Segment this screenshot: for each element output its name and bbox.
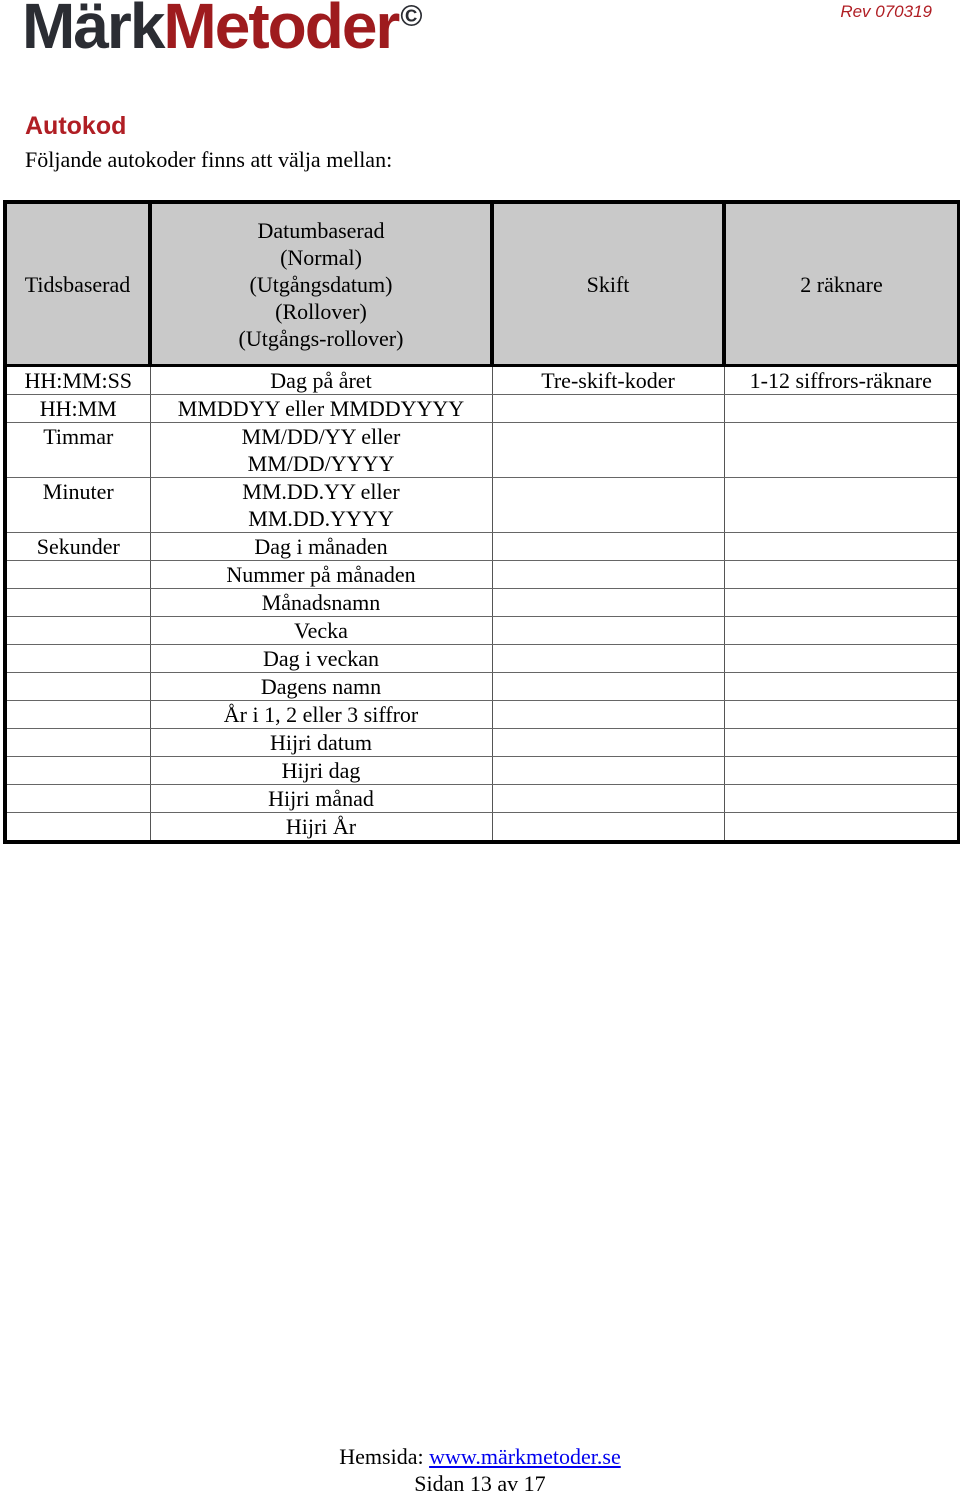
table-row: [5, 701, 959, 729]
table-cell: [724, 533, 959, 561]
header-line: Skift: [586, 271, 630, 297]
header-line: 2 räknare: [800, 271, 883, 297]
table-cell: Minuter: [5, 478, 150, 533]
table-cell: [492, 673, 724, 701]
table-cell: Hijri månad: [150, 785, 492, 813]
table-cell: [492, 813, 724, 843]
table-cell: År i 1, 2 eller 3 siffror: [150, 701, 492, 729]
table-cell: [492, 701, 724, 729]
table-cell: Timmar: [5, 423, 150, 478]
table-cell: HH:MM:SS: [5, 366, 150, 395]
header-line: (Utgångs-rollover): [238, 325, 404, 351]
homepage-line: [0, 1443, 960, 1470]
table-row: [5, 813, 959, 843]
table-row: [5, 423, 959, 478]
table-row: [5, 729, 959, 757]
section-title: Autokod: [25, 112, 127, 140]
header-tidsbaserad: [5, 202, 150, 366]
table-cell: Vecka: [150, 617, 492, 645]
header-datumbaserad: [150, 202, 492, 366]
table-cell: [724, 395, 959, 423]
table-cell: [492, 395, 724, 423]
table-cell: [492, 729, 724, 757]
autocode-table-header: [5, 202, 959, 366]
table-cell: [492, 589, 724, 617]
table-cell: [492, 757, 724, 785]
table-cell: Dag i veckan: [150, 645, 492, 673]
table-cell: [724, 757, 959, 785]
table-cell: [5, 729, 150, 757]
table-cell: MM.DD.YY eller MM.DD.YYYY: [150, 478, 492, 533]
table-row: [5, 617, 959, 645]
header-2-raknare: [724, 202, 959, 366]
table-cell: Dag i månaden: [150, 533, 492, 561]
header-line: (Utgångsdatum): [249, 271, 393, 297]
table-row: [5, 645, 959, 673]
homepage-label: Hemsida:: [339, 1444, 430, 1469]
table-cell: [5, 617, 150, 645]
table-cell: [492, 645, 724, 673]
table-cell: [5, 785, 150, 813]
revision-label: Rev 070319: [840, 2, 932, 21]
table-cell: Tre-skift-koder: [492, 366, 724, 395]
table-cell: [724, 701, 959, 729]
table-row: [5, 757, 959, 785]
table-cell: Sekunder: [5, 533, 150, 561]
table-cell: Hijri dag: [150, 757, 492, 785]
header-line: Tidsbaserad: [24, 271, 131, 297]
page-footer: [0, 1443, 960, 1497]
table-cell: Nummer på månaden: [150, 561, 492, 589]
table-cell: MMDDYY eller MMDDYYYY: [150, 395, 492, 423]
table-cell: [724, 589, 959, 617]
header-skift: [492, 202, 724, 366]
header-line: Datumbaserad: [257, 217, 385, 243]
table-cell: Hijri År: [150, 813, 492, 843]
page-number: Sidan 13 av 17: [414, 1471, 546, 1496]
homepage-link[interactable]: www.märkmetoder.se: [429, 1444, 621, 1469]
table-cell: Dag på året: [150, 366, 492, 395]
table-row: [5, 589, 959, 617]
table-row: [5, 561, 959, 589]
table-cell: [5, 813, 150, 843]
table-cell: MM/DD/YY eller MM/DD/YYYY: [150, 423, 492, 478]
table-cell: 1-12 siffrors-räknare: [724, 366, 959, 395]
table-cell: [724, 617, 959, 645]
table-cell: [724, 423, 959, 478]
table-cell: [5, 673, 150, 701]
table-cell: [724, 645, 959, 673]
table-row: [5, 366, 959, 395]
table-cell: [5, 757, 150, 785]
table-row: [5, 673, 959, 701]
table-cell: [724, 478, 959, 533]
table-cell: [724, 561, 959, 589]
table-cell: Dagens namn: [150, 673, 492, 701]
table-cell: [724, 785, 959, 813]
header-line: (Rollover): [275, 298, 367, 324]
table-cell: [492, 785, 724, 813]
logo-text-part1: Märk: [22, 0, 164, 62]
table-cell: [5, 561, 150, 589]
table-cell: [724, 813, 959, 843]
table-cell: [724, 673, 959, 701]
table-cell: [492, 533, 724, 561]
table-row: [5, 478, 959, 533]
table-cell: [5, 645, 150, 673]
section-intro: Följande autokoder finns att välja mellan:: [25, 147, 393, 172]
table-cell: HH:MM: [5, 395, 150, 423]
table-cell: Månadsnamn: [150, 589, 492, 617]
table-cell: [724, 729, 959, 757]
table-cell: [492, 617, 724, 645]
table-cell: [5, 701, 150, 729]
autocode-table: [3, 200, 960, 844]
autocode-table-body: [5, 366, 959, 843]
table-cell: [492, 478, 724, 533]
table-cell: [492, 423, 724, 478]
header-line: (Normal): [280, 244, 362, 270]
table-row: [5, 533, 959, 561]
table-cell: [5, 589, 150, 617]
table-cell: Hijri datum: [150, 729, 492, 757]
table-cell: [492, 561, 724, 589]
header-row: [5, 202, 959, 366]
table-row: [5, 785, 959, 813]
table-row: [5, 395, 959, 423]
copyright-mark: ©: [400, 0, 421, 33]
logo-text-part2: Metoder: [163, 0, 399, 62]
company-logo: [22, 0, 421, 62]
